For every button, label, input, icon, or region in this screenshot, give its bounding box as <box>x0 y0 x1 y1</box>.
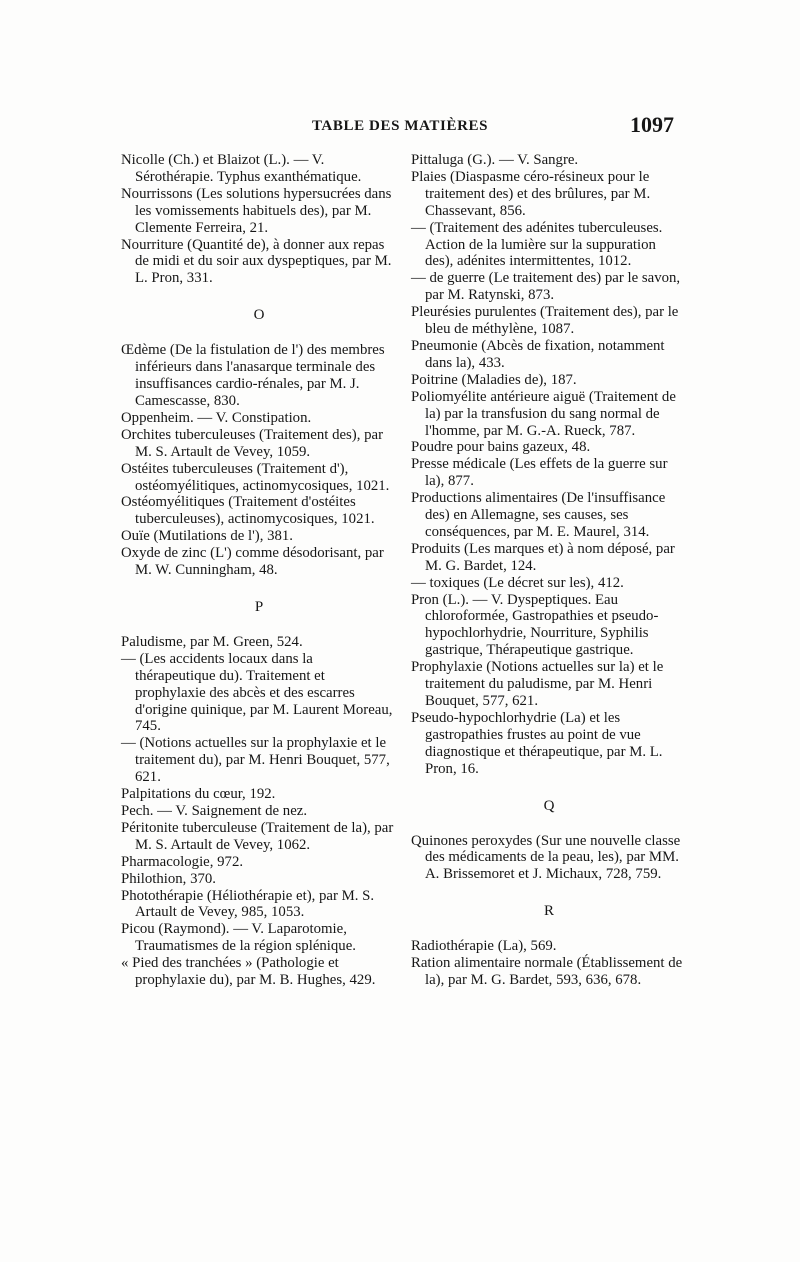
right-column <box>411 152 687 989</box>
index-entry: Plaies (Diaspasme céro-résineux pour le traitement des) et des brûlures, par M. Chassevant, 856. <box>411 168 651 219</box>
index-entry: Produits (Les marques et) à nom déposé, par M. G. Bardet, 124. <box>411 540 675 574</box>
index-entry: Pron (L.). — V. Dyspeptiques. Eau chloroformée, Gastropathies et pseudo-hypochlorhydrie, Nourriture, Syphilis gastrique, Thérapeutique gastrique. <box>411 591 659 659</box>
index-entry: Œdème (De la fistulation de l') des membres inférieurs dans l'anasarque terminale des insuffisances cardio-rénales, par M. J. Camescasse, 830. <box>121 342 385 409</box>
index-entry: Productions alimentaires (De l'insuffisance des) en Allemagne, ses causes, ses conséquences, par M. E. Maurel, 314. <box>411 490 666 540</box>
section-letter: O <box>253 307 265 324</box>
index-entry: Quinones peroxydes (Sur une nouvelle classe des médicaments de la peau, les), par MM. A. Brissemoret et J. Michaux, 728, 759. <box>411 832 681 883</box>
index-entry: « Pied des tranchées » (Pathologie et prophylaxie du), par M. B. Hughes, 429. <box>121 955 376 989</box>
section-letter: R <box>543 903 554 920</box>
index-entry: Nourriture (Quantité de), à donner aux repas de midi et du soir aux dyspeptiques, par M. L. Pron, 331. <box>121 236 392 287</box>
index-entry: Presse médicale (Les effets de la guerre sur la), 877. <box>411 456 668 490</box>
index-entry: Poudre pour bains gazeux, 48. <box>411 439 591 456</box>
index-entry: Pneumonie (Abcès de fixation, notamment dans la), 433. <box>411 337 665 371</box>
index-entry: — (Traitement des adénites tuberculeuses. Action de la lumière sur la suppuration des), adénites intermittentes, 1012. <box>411 219 663 270</box>
index-entry: Pech. — V. Saignement de nez. <box>121 803 308 819</box>
page-header <box>0 112 800 142</box>
index-entry: — (Notions actuelles sur la prophylaxie et le traitement du), par M. Henri Bouquet, 577, 621. <box>121 735 390 786</box>
index-entry: Palpitations du cœur, 192. <box>121 786 276 803</box>
index-entry: Nourrissons (Les solutions hypersucrées dans les vomissements habituels des), par M. Clemente Ferreira, 21. <box>121 185 392 236</box>
section-letter: P <box>254 598 264 615</box>
index-entry: Philothion, 370. <box>121 870 216 887</box>
page-title: TABLE DES MATIÈRES <box>311 118 489 134</box>
index-entry: Orchites tuberculeuses (Traitement des), par M. S. Artault de Vevey, 1059. <box>121 426 384 460</box>
index-entry: Prophylaxie (Notions actuelles sur la) et le traitement du paludisme, par M. Henri Bouquet, 577, 621. <box>411 659 664 709</box>
index-entry: Pseudo-hypochlorhydrie (La) et les gastropathies frustes au point de vue diagnostique et thérapeutique, par M. L. Pron, 16. <box>411 709 663 777</box>
index-entry: Radiothérapie (La), 569. <box>411 938 557 955</box>
page-number: 1097 <box>630 112 674 137</box>
index-entry: Ration alimentaire normale (Établissement de la), par M. G. Bardet, 593, 636, 678. <box>411 955 683 989</box>
index-entry: — (Les accidents locaux dans la thérapeutique du). Traitement et prophylaxie des abcès et des escarres d'origine quinique, par M. Laurent Moreau, 745. <box>121 650 393 735</box>
left-column <box>121 152 397 989</box>
index-entry: Poliomyélite antérieure aiguë (Traitement de la) par la transfusion du sang normal de l'homme, par M. G.-A. Rueck, 787. <box>411 388 676 439</box>
index-entry: — toxiques (Le décret sur les), 412. <box>411 574 624 591</box>
index-entry: Paludisme, par M. Green, 524. <box>121 633 303 650</box>
index-entry: Oxyde de zinc (L') comme désodorisant, par M. W. Cunningham, 48. <box>121 545 384 579</box>
index-entry: — de guerre (Le traitement des) par le savon, par M. Ratynski, 873. <box>411 270 681 304</box>
index-entry: Oppenheim. — V. Constipation. <box>121 409 312 426</box>
index-entry: Ostéomyélitiques (Traitement d'ostéites tuberculeuses), actinomycosiques, 1021. <box>121 494 375 528</box>
section-letter: Q <box>543 797 555 814</box>
index-entry: Photothérapie (Héliothérapie et), par M. S. Artault de Vevey, 985, 1053. <box>121 887 375 921</box>
index-entry: Poitrine (Maladies de), 187. <box>411 371 577 388</box>
index-entry: Pharmacologie, 972. <box>121 853 244 870</box>
index-entry: Pleurésies purulentes (Traitement des), par le bleu de méthylène, 1087. <box>411 304 679 338</box>
index-entry: Picou (Raymond). — V. Laparotomie, Traumatismes de la région splénique. <box>121 921 356 955</box>
index-entry: Nicolle (Ch.) et Blaizot (L.). — V. Sérothérapie. Typhus exanthématique. <box>121 152 362 185</box>
index-entry: Pittaluga (G.). — V. Sangre. <box>411 152 579 168</box>
index-entry: Péritonite tuberculeuse (Traitement de la), par M. S. Artault de Vevey, 1062. <box>121 819 394 853</box>
index-entry: Ouïe (Mutilations de l'), 381. <box>121 528 293 545</box>
index-entry: Ostéites tuberculeuses (Traitement d'), ostéomyélitiques, actinomycosiques, 1021. <box>121 460 390 494</box>
